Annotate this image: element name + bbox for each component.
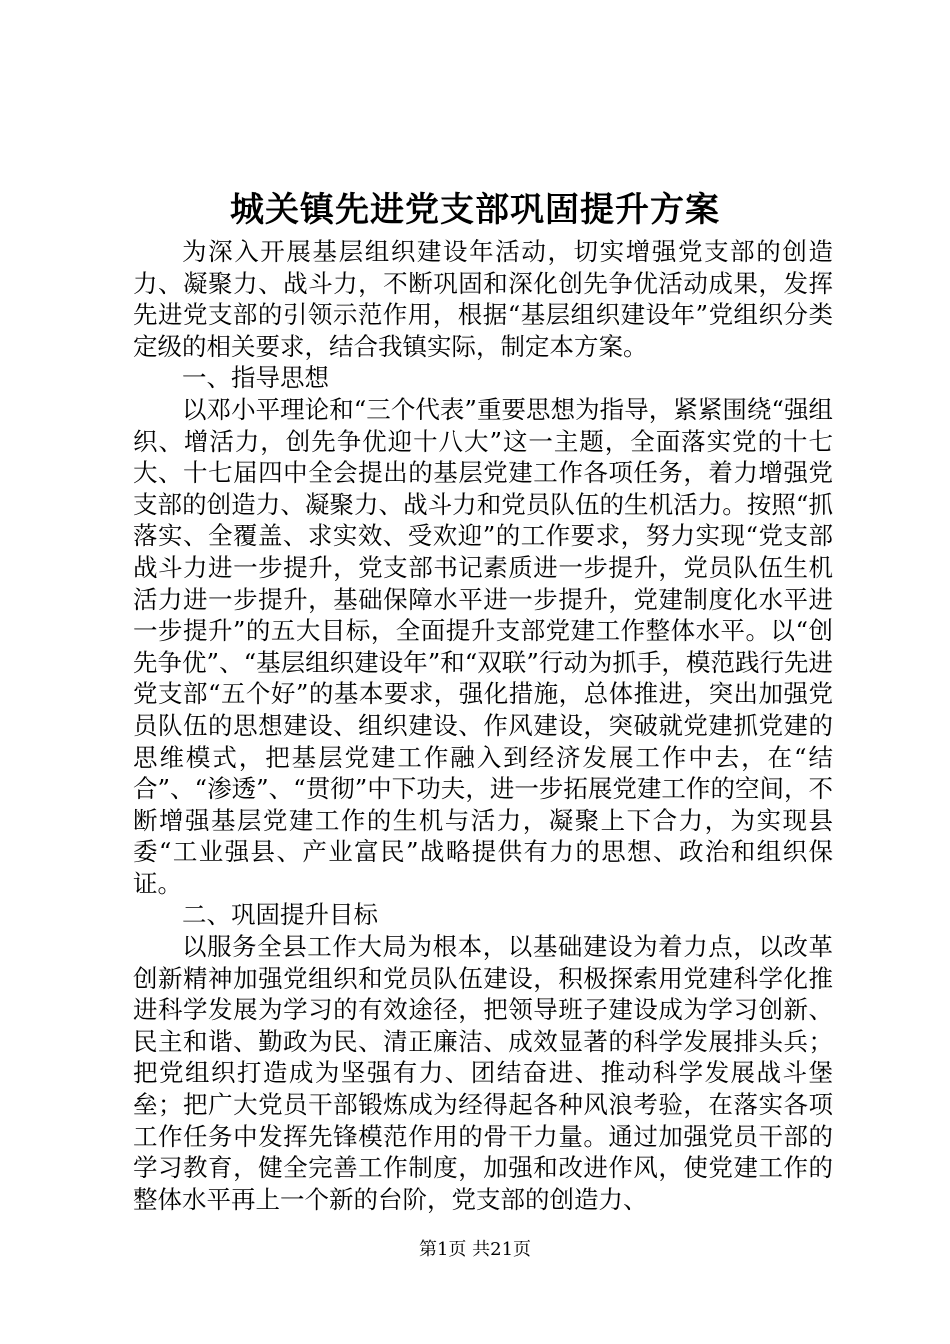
document-title: 城关镇先进党支部巩固提升方案 (230, 190, 720, 230)
section-heading-guiding-ideology: 一、指导思想 (182, 363, 329, 393)
section-heading-goals: 二、巩固提升目标 (182, 900, 378, 930)
page-number-footer: 第1页 共21页 (418, 1239, 532, 1260)
section-paragraph-goals: 以服务全县工作大局为根本，以基础建设为着力点，以改革创新精神加强党组织和党员队伍建设，积极探索用党建科学化推进科学发展为学习的有效途径，把领导班子建设成为学习创新、民主和谐、勤政为民、清正廉洁、成效显著的科学发展排头兵；把党组织打造成为坚强有力、团结奋进、推动科学发展战斗堡垒；把广大党员干部锻炼成为经得起各种风浪考验，在落实各项工作任务中发挥先锋模范作用的骨干力量。通过加强党员干部的学习教育，健全完善工作制度，加强和改进作风，使党建工作的整体水平再上一个新的台阶，党支部的创造力、 (133, 932, 833, 1214)
document-body (133, 236, 833, 1215)
section-paragraph-guiding-ideology: 以邓小平理论和“三个代表”重要思想为指导，紧紧围绕“强组织、增活力，创先争优迎十八大”这一主题，全面落实党的十七大、十七届四中全会提出的基层党建工作各项任务，着力增强党支部的创造力、凝聚力、战斗力和党员队伍的生机活力。按照“抓落实、全覆盖、求实效、受欢迎”的工作要求，努力实现“党支部战斗力进一步提升，党支部书记素质进一步提升，党员队伍生机活力进一步提升，基础保障水平进一步提升，党建制度化水平进一步提升”的五大目标，全面提升支部党建工作整体水平。以“创先争优”、“基层组织建设年”和“双联”行动为抓手，模范践行先进党支部“五个好”的基本要求，强化措施，总体推进，突出加强党员队伍的思想建设、组织建设、作风建设，突破就党建抓党建的思维模式，把基层党建工作融入到经济发展工作中去，在“结合”、“渗透”、“贯彻”中下功夫，进一步拓展党建工作的空间，不断增强基层党建工作的生机与活力，凝聚上下合力，为实现县委“工业强县、产业富民”战略提供有力的思想、政治和组织保证。 (133, 394, 833, 898)
intro-paragraph: 为深入开展基层组织建设年活动，切实增强党支部的创造力、凝聚力、战斗力，不断巩固和深化创先争优活动成果，发挥先进党支部的引领示范作用，根据“基层组织建设年”党组织分类定级的相关要求，结合我镇实际，制定本方案。 (133, 237, 833, 361)
